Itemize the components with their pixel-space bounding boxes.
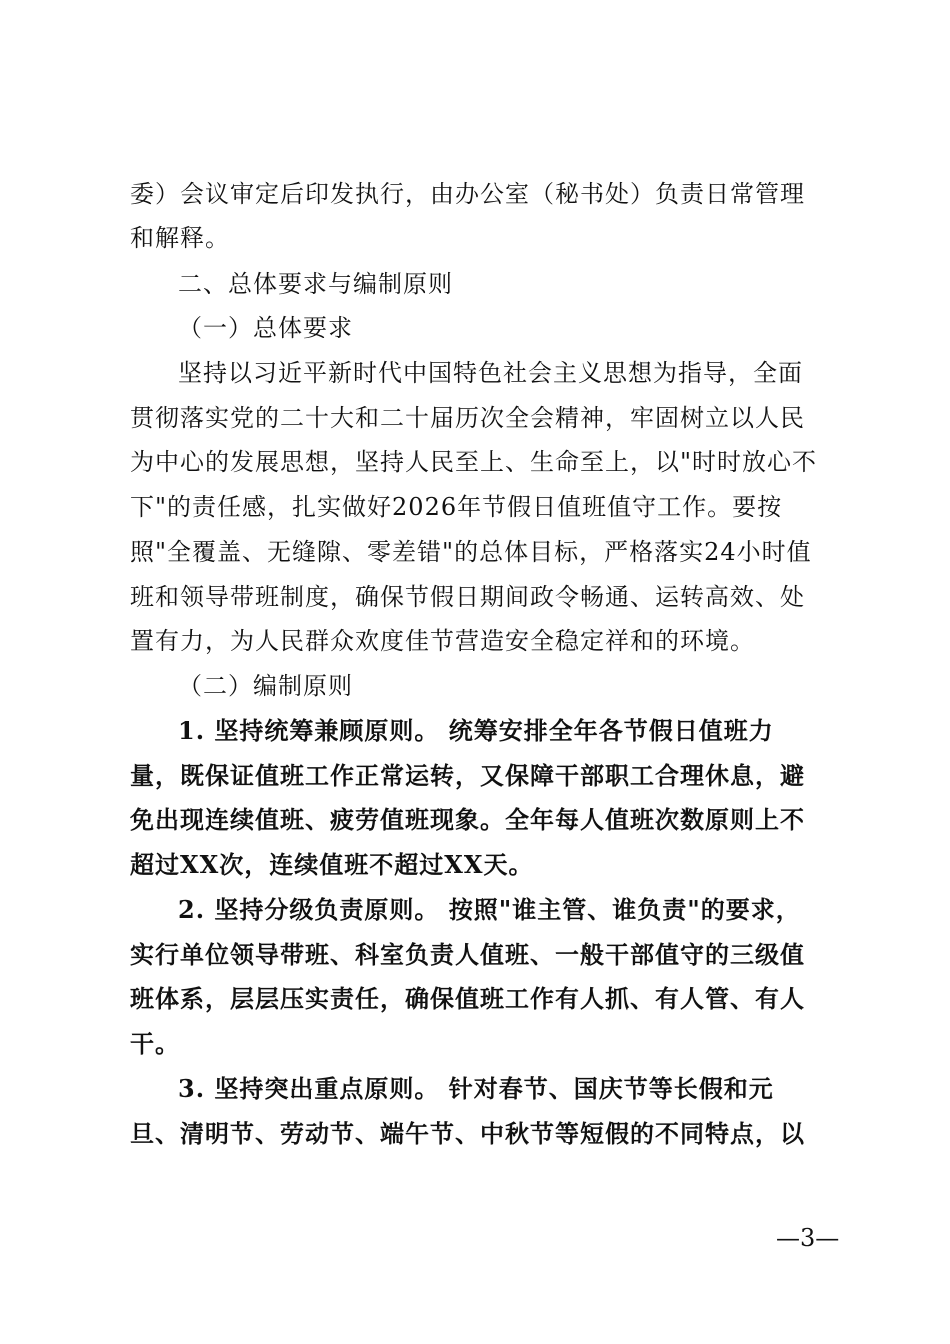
principle-text-line: 2. 坚持分级负责原则。 按照"谁主管、谁负责"的要求， <box>178 895 801 924</box>
body-text-line: 置有力，为人民群众欢度佳节营造安全稳定祥和的环境。 <box>130 627 755 655</box>
body-text-line: 和解释。 <box>130 224 230 252</box>
principle-text-line: 实行单位领导带班、科室负责人值班、一般干部值守的三级值 <box>130 940 805 969</box>
principle-text-line: 超过XX次，连续值班不超过XX天。 <box>130 850 534 879</box>
body-text-line: 贯彻落实党的二十大和二十届历次全会精神，牢固树立以人民 <box>130 404 805 432</box>
subsection-heading: （一）总体要求 <box>178 314 353 342</box>
principle-text-line: 1. 坚持统筹兼顾原则。 统筹安排全年各节假日值班力 <box>178 716 774 745</box>
principle-text-line: 干。 <box>130 1029 180 1058</box>
body-text-line: 照"全覆盖、无缝隙、零差错"的总体目标，严格落实24小时值 <box>130 538 812 566</box>
page-number: —3— <box>776 1224 840 1252</box>
principle-text-line: 免出现连续值班、疲劳值班现象。全年每人值班次数原则上不 <box>130 805 805 834</box>
principle-text-line: 班体系，层层压实责任，确保值班工作有人抓、有人管、有人 <box>130 984 805 1013</box>
subsection-heading: （二）编制原则 <box>178 672 353 700</box>
body-text-line: 坚持以习近平新时代中国特色社会主义思想为指导，全面 <box>178 359 803 387</box>
principle-text-line: 3. 坚持突出重点原则。 针对春节、国庆节等长假和元 <box>178 1074 774 1103</box>
body-text-line: 班和领导带班制度，确保节假日期间政令畅通、运转高效、处 <box>130 583 805 611</box>
principle-text-line: 量，既保证值班工作正常运转，又保障干部职工合理休息，避 <box>130 761 805 790</box>
principle-text-line: 旦、清明节、劳动节、端午节、中秋节等短假的不同特点，以 <box>130 1119 805 1148</box>
body-text-line: 下"的责任感，扎实做好2026年节假日值班值守工作。要按 <box>130 493 783 521</box>
section-heading: 二、总体要求与编制原则 <box>178 270 453 298</box>
body-text-line: 为中心的发展思想，坚持人民至上、生命至上，以"时时放心不 <box>130 448 818 476</box>
body-text-line: 委）会议审定后印发执行，由办公室（秘书处）负责日常管理 <box>130 180 805 208</box>
